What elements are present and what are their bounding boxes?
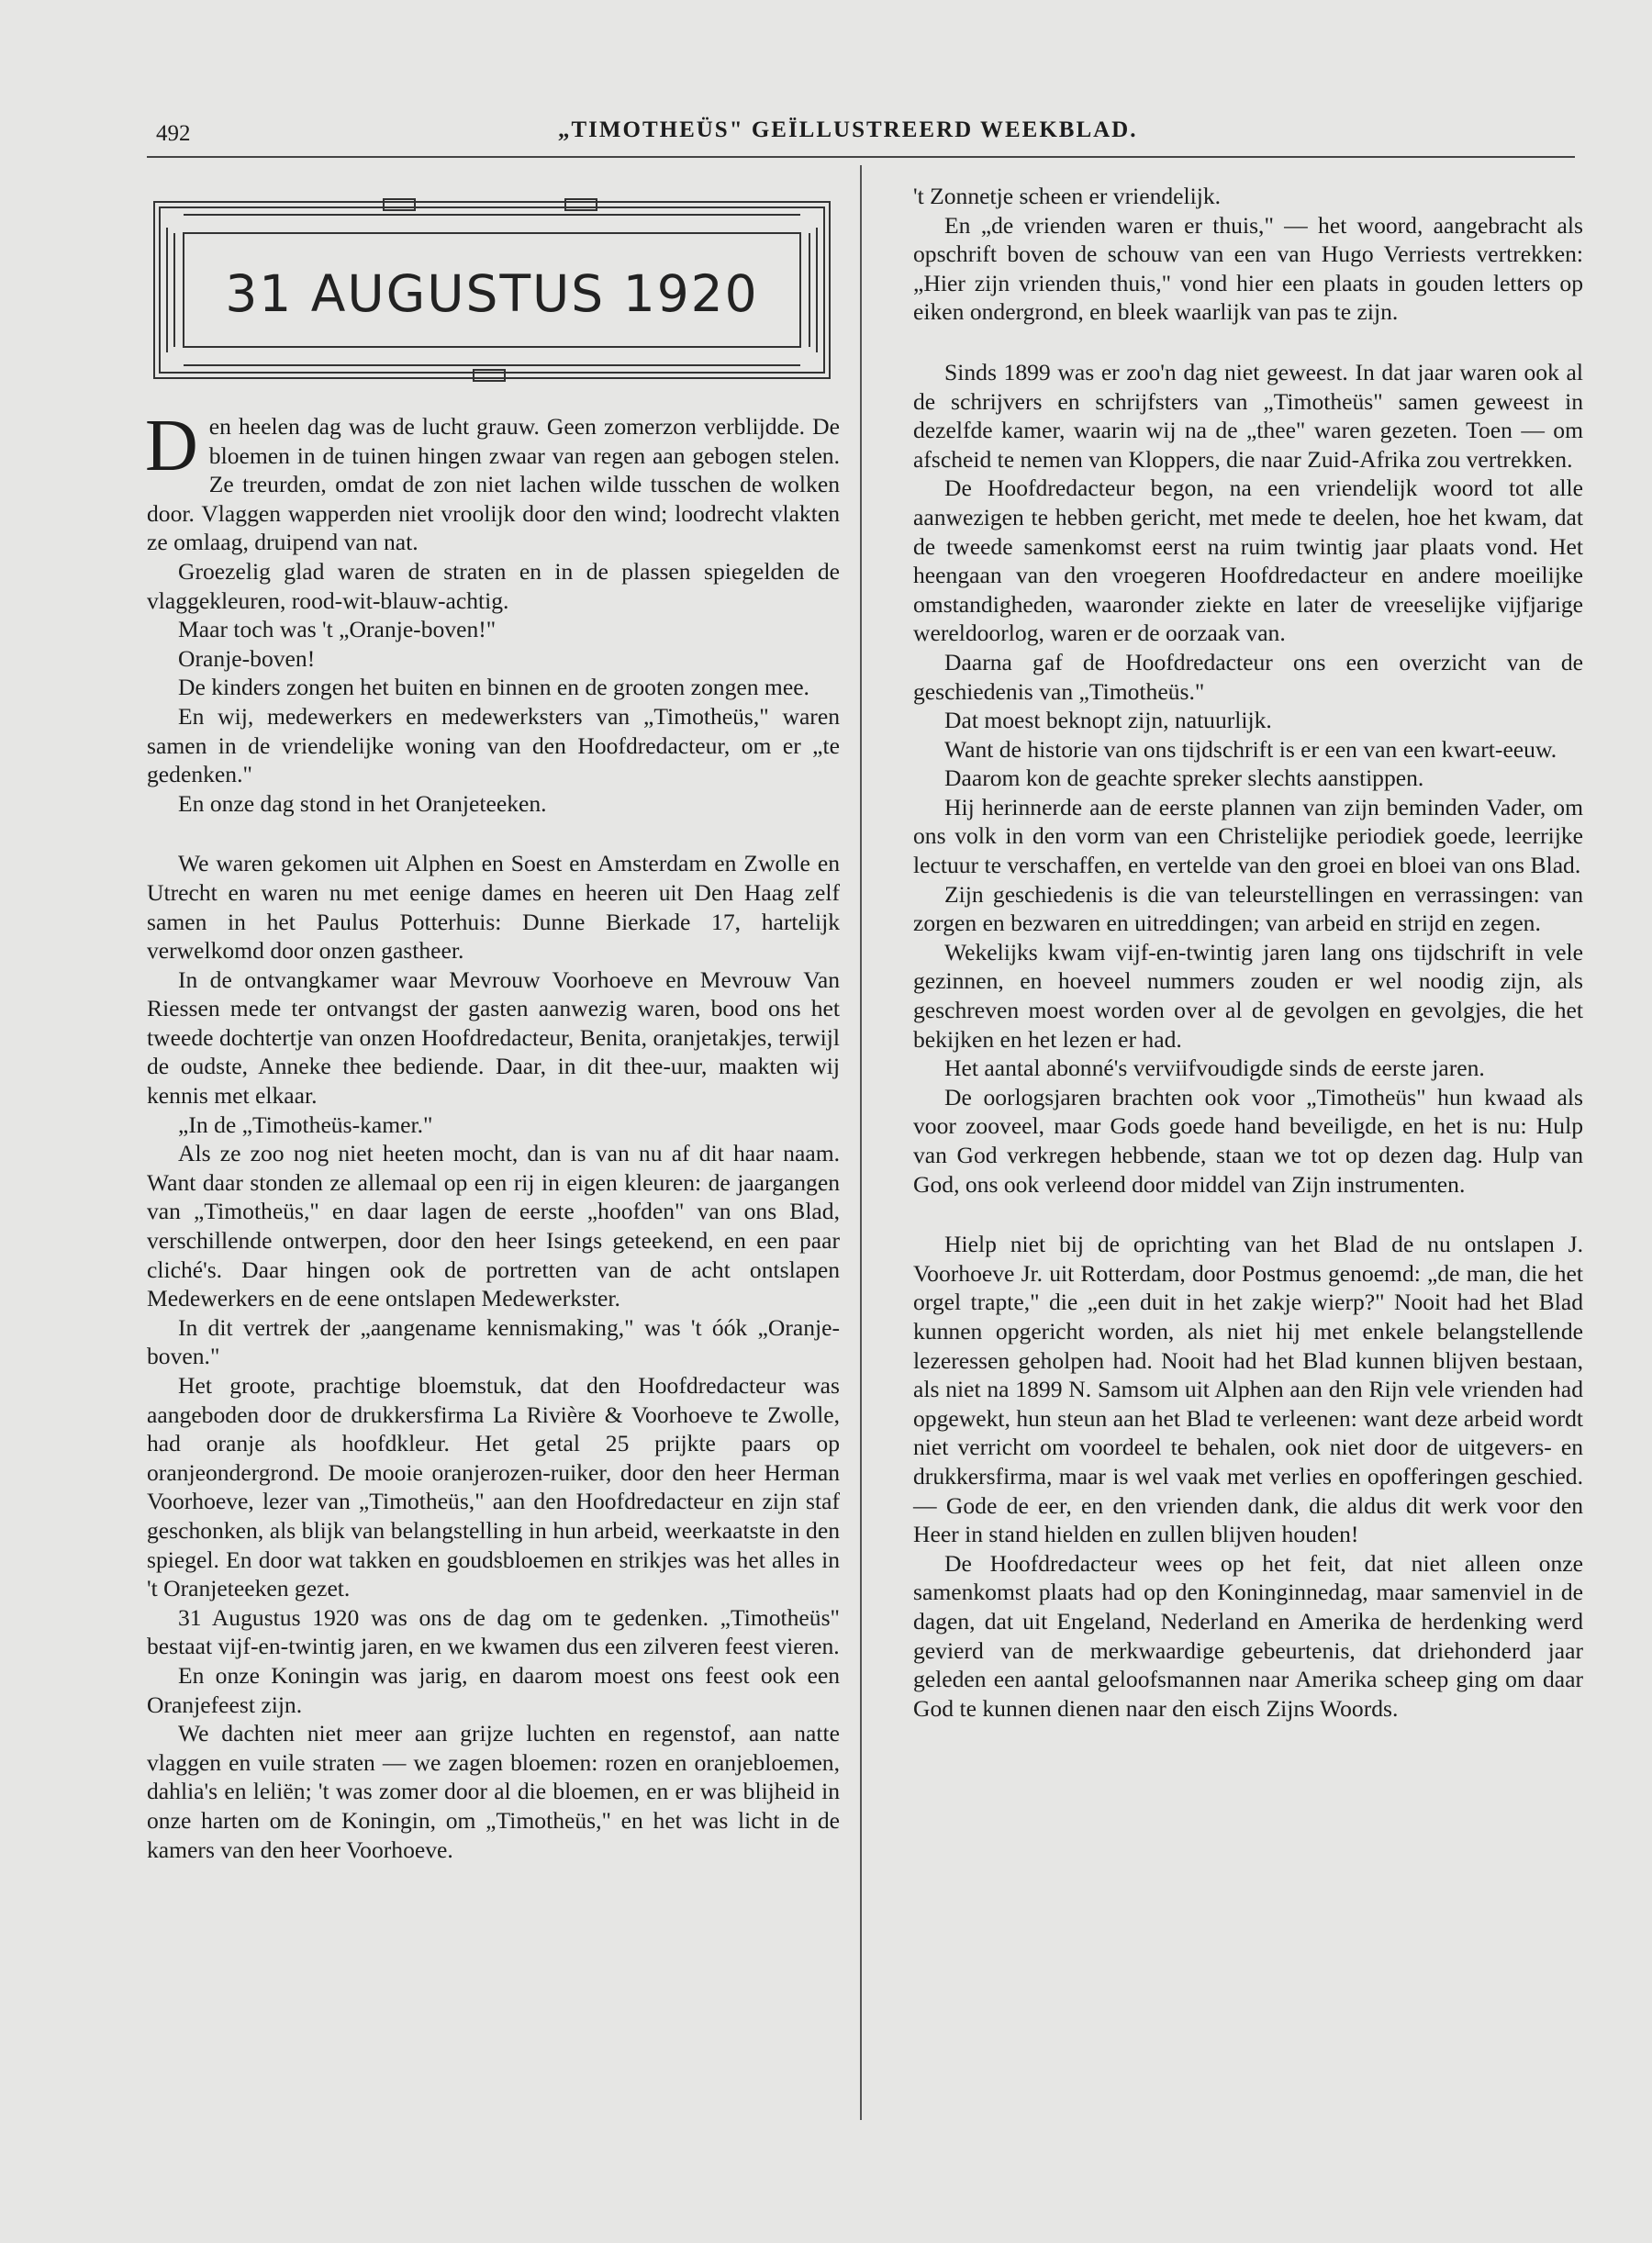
- paragraph: [147, 557, 840, 615]
- paragraph-text: Daarom kon de geachte spreker slechts aanstippen.: [944, 764, 1424, 792]
- paragraph: [145, 406, 840, 557]
- paragraph: [913, 648, 1583, 706]
- paragraph: [913, 211, 1583, 327]
- paragraph: [147, 1313, 840, 1371]
- paragraph-gap: [147, 818, 840, 849]
- paragraph: [147, 1110, 840, 1140]
- paragraph-text: De Hoofdredacteur begon, na een vriendelijk woord tot alle aanwezigen te hebben gericht, met mede te deelen, hoe het kwam, dat de tweede samenkomst eerst na ruim twintig jaar plaats vond. Het heengaan van den vroegeren Hoofdredacteur en andere moeilijke omstandigheden, waaronder ziekte en later de vreeselijke vijfjarige wereldoorlog, waren er de oorzaak van.: [913, 474, 1583, 647]
- paragraph-text: Dat moest beknopt zijn, natuurlijk.: [944, 707, 1272, 734]
- left-column: [145, 406, 840, 1864]
- paragraph-text: Zijn geschiedenis is die van teleurstellingen en verrassingen: van zorgen en bezwaren en uitreddingen; van arbeid en strijd en zegen.: [913, 880, 1583, 937]
- paragraph-text: In de ontvangkamer waar Mevrouw Voorhoeve en Mevrouw Van Riessen mede ter ontvangst der gasten aanwezig waren, bood ons het tweede dochtertje van onzen Hoofdredacteur, Benita, oranjetakjes, terwijl de oudste, Anneke thee bediende. Daar, in dit thee-uur, maakten wij kennis met elkaar.: [147, 965, 840, 1110]
- drop-cap: D: [145, 406, 198, 486]
- paragraph: [147, 702, 840, 789]
- paragraph: [913, 1083, 1583, 1199]
- paragraph-text: En onze Koningin was jarig, en daarom moest ons feest ook een Oranjefeest zijn.: [147, 1661, 840, 1718]
- running-head: „TIMOTHEÜS" GEÏLLUSTREERD WEEKBLAD.: [558, 117, 1138, 142]
- paragraph: [913, 474, 1583, 648]
- paragraph-text: De oorlogsjaren brachten ook voor „Timotheüs" hun kwaad als voor zooveel, maar Gods goede hand beveiligde, en het is nu: Hulp van God verkregen hebbende, staan we tot op dezen dag. Hulp van God, ons ook verleend door middel van Zijn instrumenten.: [913, 1083, 1583, 1198]
- paragraph-text: Hij herinnerde aan de eerste plannen van zijn beminden Vader, om ons volk in den vorm van een Christelijke periodiek goede, leerrijke lectuur te verschaffen, en vertelde van den groei en bloei van ons Blad.: [913, 793, 1583, 879]
- paragraph-text: Maar toch was 't „Oranje-boven!": [178, 616, 497, 643]
- paragraph-text: Sinds 1899 was er zoo'n dag niet geweest. In dat jaar waren ook al de schrijvers en schrijfsters van „Timotheüs" samen geweest in dezelfde kamer, waarin wij na de „thee" waren gezeten. Toen — om afscheid te nemen van Kloppers, die naar Zuid-Afrika zou vertrekken.: [913, 358, 1583, 473]
- paragraph-text: De kinders zongen het buiten en binnen en de grooten zongen mee.: [178, 674, 809, 701]
- page-number: 492: [156, 121, 191, 146]
- title-frame: [147, 195, 837, 385]
- paragraph: [147, 615, 840, 644]
- paragraph-text: Oranje-boven!: [178, 644, 316, 672]
- right-column: [913, 182, 1583, 1723]
- paragraph: [913, 1054, 1583, 1083]
- paragraph: [913, 938, 1583, 1054]
- paragraph-text: En „de vrienden waren er thuis," — het woord, aangebracht als opschrift boven de schouw van een van Hugo Verriests vertrekken: „Hier zijn vrienden thuis," vond hier een plaats in gouden letters op eiken ondergrond, en bleek waarlijk van pas te zijn.: [913, 211, 1583, 326]
- paragraph: [147, 1661, 840, 1719]
- paragraph: [913, 735, 1583, 764]
- paragraph-text: Daarna gaf de Hoofdredacteur ons een overzicht van de geschiedenis van „Timotheüs.": [913, 648, 1583, 705]
- paragraph-text: En wij, medewerkers en medewerksters van „Timotheüs," waren samen in de vriendelijke woning van den Hoofdredacteur, om er „te gedenken.": [147, 702, 840, 788]
- paragraph-text: en heelen dag was de lucht grauw. Geen zomerzon verblijdde. De bloemen in de tuinen hingen zwaar van regen aan gebogen stelen. Ze treurden, omdat de zon niet lachen wilde tusschen de wolken door. Vlaggen wapperden niet vroolijk door den wind; loodrecht vlakten ze omlaag, druipend van nat.: [147, 413, 840, 556]
- paragraph: [147, 1139, 840, 1313]
- paragraph-text: Het groote, prachtige bloemstuk, dat den Hoofdredacteur was aangeboden door de drukkersfirma La Rivière & Voorhoeve te Zwolle, had oranje als hoofdkleur. Het getal 25 prijkte paars op oranjeondergrond. De mooie oranjerozen-ruiker, door den heer Herman Voorhoeve, lezer van „Timotheüs," aan den Hoofdredacteur en zijn staf geschonken, als blijk van belangstelling in hun arbeid, weerkaatste in den spiegel. En door wat takken en goudsbloemen en strikjes was het alles in 't Oranjeteeken gezet.: [147, 1372, 840, 1602]
- paragraph-text: Als ze zoo nog niet heeten mocht, dan is van nu af dit haar naam. Want daar stonden ze allemaal op een rij in eigen kleuren: de jaargangen van „Timotheüs," en daar lagen de eerste „hoofden" van ons Blad, verschillende ontwerpen, door den heer Isings geteekend, en een paar cliché's. Daar hingen ook de portretten van de acht ontslapen Medewerkers en de eene ontslapen Medewerkster.: [147, 1140, 840, 1312]
- paragraph-text: „In de „Timotheüs-kamer.": [178, 1110, 433, 1138]
- paragraph: [147, 673, 840, 702]
- paragraph-gap: [913, 1199, 1583, 1230]
- paragraph-text: En onze dag stond in het Oranjeteeken.: [178, 789, 547, 817]
- paragraph: [147, 1603, 840, 1661]
- paragraph: [913, 182, 1583, 211]
- paragraph: [913, 793, 1583, 880]
- paragraph: [147, 644, 840, 674]
- paragraph-text: Groezelig glad waren de straten en in de plassen spiegelden de vlaggekleuren, rood-wit-blauw-achtig.: [147, 557, 840, 614]
- paragraph: [913, 706, 1583, 735]
- paragraph: [147, 965, 840, 1110]
- paragraph-text: De Hoofdredacteur wees op het feit, dat niet alleen onze samenkomst plaats had op den Koninginnedag, maar samenviel in de dagen, dat uit Engeland, Nederland en Amerika de herdenking werd gevierd van de merkwaardige gebeurtenis, dat driehonderd jaar geleden een aantal geloofsmannen naar Amerika scheep ging om daar God te kunnen dienen naar den eisch Zijns Woords.: [913, 1549, 1583, 1722]
- paragraph-text: Wekelijks kwam vijf-en-twintig jaren lang ons tijdschrift in vele gezinnen, en hoeveel nummers zouden er wel noodig zijn, als geschreven moest worden over al de gevolgen en gevolgjes, die het bekijken en het lezen er had.: [913, 938, 1583, 1053]
- paragraph: [913, 358, 1583, 474]
- paragraph: [913, 1230, 1583, 1549]
- paragraph-text: 31 Augustus 1920 was ons de dag om te gedenken. „Timotheüs" bestaat vijf-en-twintig jaren, en we kwamen dus een zilveren feest vieren.: [147, 1603, 840, 1660]
- paragraph: [913, 1549, 1583, 1724]
- paragraph: [913, 880, 1583, 938]
- paragraph: [147, 1719, 840, 1864]
- paragraph-text: Het aantal abonné's verviifvoudigde sinds de eerste jaren.: [944, 1055, 1485, 1082]
- paragraph-text: Hielp niet bij de oprichting van het Blad de nu ontslapen J. Voorhoeve Jr. uit Rotterdam, door Postmus genoemd: „de man, die het orgel trapte," die „een duit in het zakje wierp?" Nooit had het Blad kunnen opgericht worden, als niet hij met enkele belangstellende lezeressen geholpen had. Nooit had het Blad kunnen blijven bestaan, als niet na 1899 N. Samsom uit Alphen aan den Rijn vele vrienden had opgewekt, hun steun aan het Blad te verleenen: want deze arbeid wordt niet verricht om voordeel te behalen, ook niet door de uitgevers- en drukkersfirma, maar is wel vaak met verlies en opofferingen geschied. — Gode de eer, en den vrienden dank, die aldus dit werk voor den Heer in stand hielden en zullen blijven houden!: [913, 1231, 1583, 1548]
- paragraph: [147, 789, 840, 819]
- paragraph: [913, 764, 1583, 793]
- paragraph-gap: [913, 327, 1583, 358]
- paragraph-text: In dit vertrek der „aangename kennismaking," was 't óók „Oranje-boven.": [147, 1313, 840, 1370]
- header-rule: [147, 156, 1575, 158]
- paragraph-text: We dachten niet meer aan grijze luchten en regenstof, aan natte vlaggen en vuile straten — we zagen bloemen: rozen en oranjebloemen, dahlia's en leliën; 't was zomer door al die bloemen, en er was blijheid in onze harten om de Koningin, om „Timotheüs," en het was licht in de kamers van den heer Voorhoeve.: [147, 1720, 840, 1863]
- paragraph: [147, 849, 840, 965]
- paragraph: [147, 1371, 840, 1603]
- article-title: 31 AUGUSTUS 1920: [225, 264, 759, 323]
- paragraph-text: Want de historie van ons tijdschrift is er een van een kwart-eeuw.: [944, 735, 1557, 763]
- paragraph-text: 't Zonnetje scheen er vriendelijk.: [913, 183, 1222, 209]
- paragraph-text: We waren gekomen uit Alphen en Soest en Amsterdam en Zwolle en Utrecht en waren nu met eenige dames en heeren uit Den Haag zelf samen in het Paulus Potterhuis: Dunne Bierkade 17, hartelijk verwelkomd door onzen gastheer.: [147, 850, 840, 965]
- column-divider: [860, 165, 862, 2120]
